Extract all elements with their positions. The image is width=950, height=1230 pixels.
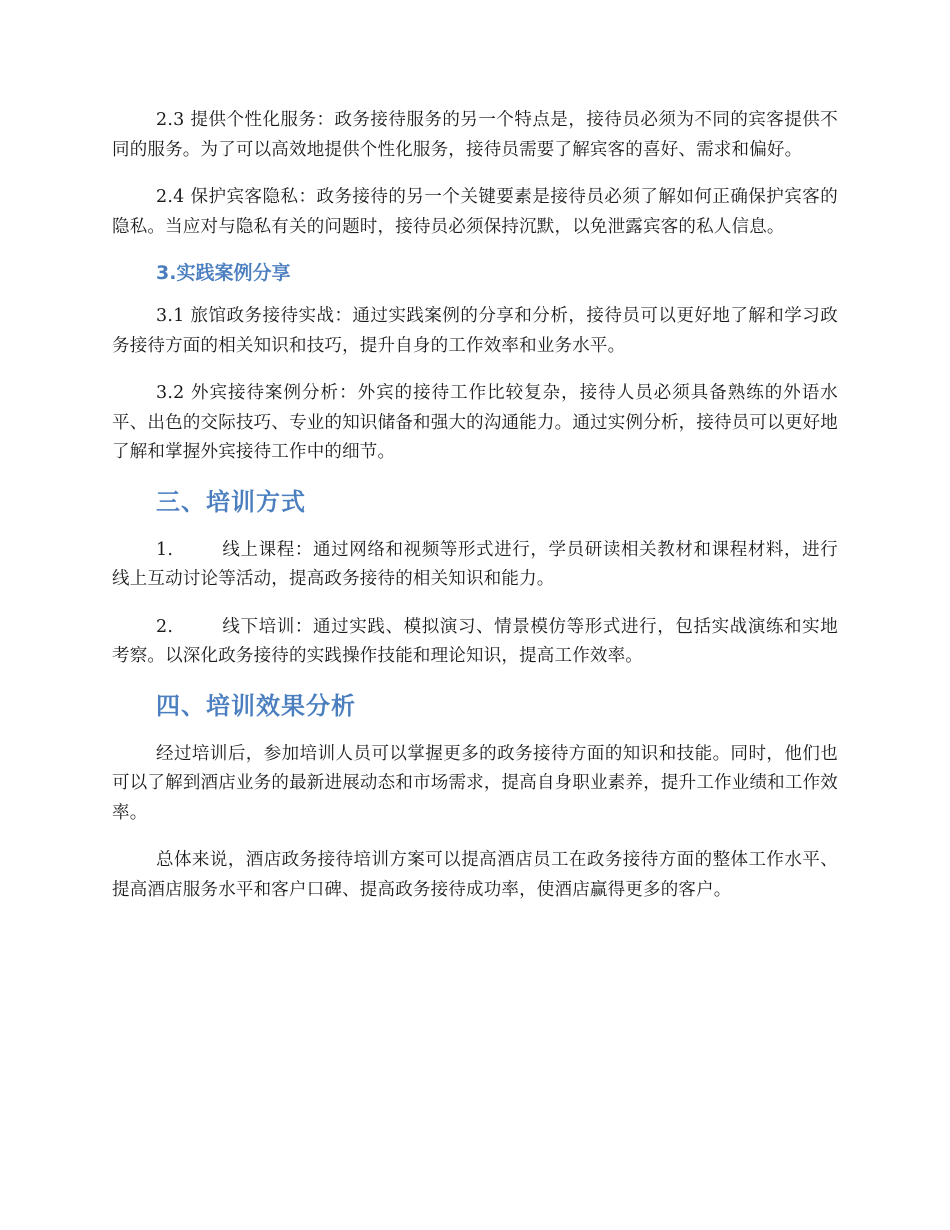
paragraph-3-1: 3.1 旅馆政务接待实战：通过实践案例的分享和分析，接待员可以更好地了解和学习政务接待方面的相关知识和技巧，提升自身的工作效率和业务水平。 [112, 306, 838, 356]
heading-training-effect: 四、培训效果分析 [156, 691, 356, 720]
list-text: 线上课程：通过网络和视频等形式进行，学员研读相关教材和课程材料，进行线上互动讨论等活动，提高政务接待的相关知识和能力。 [112, 539, 838, 589]
list-text: 线下培训：通过实践、模拟演习、情景模仿等形式进行，包括实战演练和实地考察。以深化政务接待的实践操作技能和理论知识，提高工作效率。 [112, 616, 838, 666]
paragraph-3-2: 3.2 外宾接待案例分析：外宾的接待工作比较复杂，接待人员必须具备熟练的外语水平、出色的交际技巧、专业的知识储备和强大的沟通能力。通过实例分析，接待员可以更好地了解和掌握外宾接待工作中的细节。 [112, 383, 838, 462]
paragraph-2-4: 2.4 保护宾客隐私：政务接待的另一个关键要素是接待员必须了解如何正确保护宾客的隐私。当应对与隐私有关的问题时，接待员必须保持沉默，以免泄露宾客的私人信息。 [112, 187, 838, 237]
list-item [112, 536, 838, 595]
heading-training-methods: 三、培训方式 [156, 487, 306, 516]
list-item [112, 613, 838, 672]
heading-practice-cases: 3.实践案例分享 [156, 262, 291, 284]
paragraph-effect-1: 经过培训后，参加培训人员可以掌握更多的政务接待方面的知识和技能。同时，他们也可以了解到酒店业务的最新进展动态和市场需求，提高自身职业素养，提升工作业绩和工作效率。 [112, 743, 838, 823]
list-number: 1. [156, 539, 174, 560]
paragraph-2-3: 2.3 提供个性化服务：政务接待服务的另一个特点是，接待员必须为不同的宾客提供不同的服务。为了可以高效地提供个性化服务，接待员需要了解宾客的喜好、需求和偏好。 [112, 110, 838, 160]
document-page [112, 106, 838, 923]
list-number: 2. [156, 616, 174, 637]
paragraph-effect-2: 总体来说，酒店政务接待培训方案可以提高酒店员工在政务接待方面的整体工作水平、提高酒店服务水平和客户口碑、提高政务接待成功率，使酒店赢得更多的客户。 [112, 850, 838, 900]
